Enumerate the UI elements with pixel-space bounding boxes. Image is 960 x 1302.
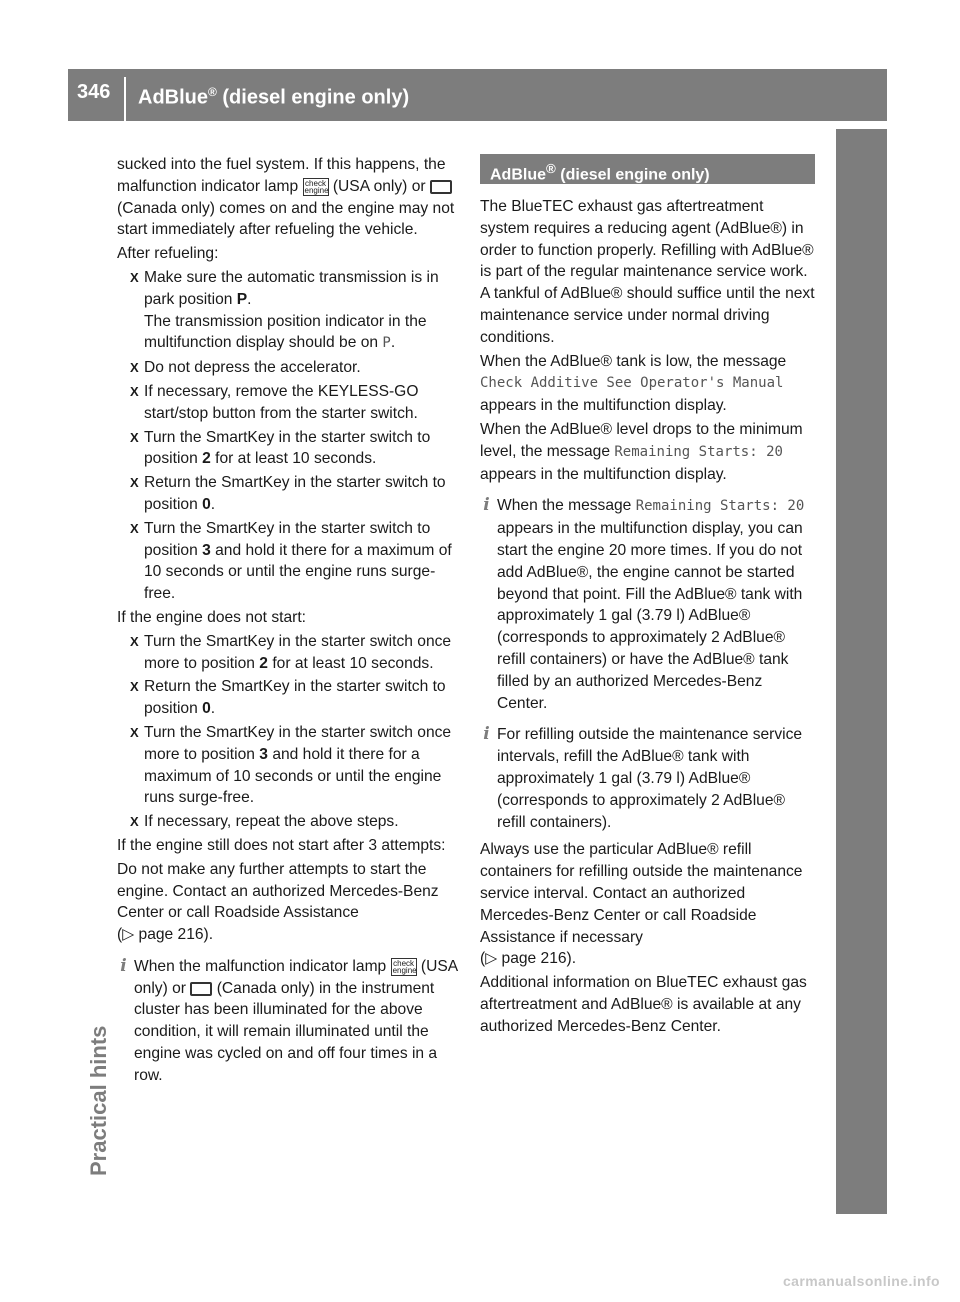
step-marker-icon: X (130, 633, 139, 649)
no-further-attempts-text: Do not make any further attempts to start the engine. Contact an authorized Mercedes-Benz Center or call Roadside Assistance (▷ page 216). (117, 860, 439, 944)
step-marker-icon: X (130, 814, 139, 830)
after-refueling-label: After refueling: (117, 245, 219, 263)
check-engine-icon: check engine (304, 178, 329, 195)
info-note: i When the message Remaining Starts: 20 appears in the multifunction display, you can start the engine 20 more times. If you do not add AdBlue®, the engine cannot be started beyond that point. Fill the AdBlue® tank with approximately 1 gal (3.79 l) AdBlue® (corresponds to approximately 2 AdBlue® refill containers) or have the AdBlue® tank filled by an authorized Mercedes-Benz Center. (480, 495, 815, 714)
intro-text-c: (Canada only) comes on and the engine may not start immediately after refueling the vehicle. (117, 199, 455, 239)
additional-info-paragraph: Additional information on BlueTEC exhaust gas aftertreatment and AdBlue® is available at any authorized Mercedes-Benz Center. (480, 974, 807, 1035)
step-item: X If necessary, remove the KEYLESS-GO start/stop button from the starter switch. (130, 382, 419, 422)
check-engine-icon: check engine (392, 958, 417, 975)
step-item: X Turn the SmartKey in the starter switch to position 2 for at least 10 seconds. (130, 428, 431, 468)
min-level-paragraph: When the AdBlue® level drops to the minimum level, the message Remaining Starts: 20 appears in the multifunction display. (480, 420, 803, 483)
info-icon: i (120, 955, 127, 976)
left-column (117, 154, 462, 1093)
page-title-suffix: (diesel engine only) (216, 86, 410, 109)
still-not-start-text: If the engine still does not start after 3 attempts: (117, 836, 446, 854)
info-note: i When the malfunction indicator lamp check engine (USA only) or (Canada only) in the instrument cluster has been illuminated for the above condition, it will remain illuminated until the engine was cycled on and off four times in a row. (117, 956, 462, 1087)
step-marker-icon: X (130, 475, 139, 491)
intro-text-a: sucked into the fuel system. If this happens, the malfunction indicator lamp (117, 156, 446, 195)
step-marker-icon: X (130, 679, 139, 695)
bluetec-intro-paragraph: The BlueTEC exhaust gas aftertreatment system requires a reducing agent (AdBlue®) in order to function properly. Refilling with AdBlue® is part of the regular maintenance service work. A tankful of AdBlue® should suffice until the next maintenance service under normal driving conditions. (480, 198, 815, 346)
step-item: X If necessary, repeat the above steps. (117, 811, 462, 833)
step-marker-icon: X (130, 724, 139, 740)
refill-containers-paragraph: Always use the particular AdBlue® refill containers for refilling outside the maintenance service interval. Contact an authorized Mercedes-Benz Center or call Roadside Assistance if necessary (▷ page 216). (480, 841, 803, 968)
registered-mark: ® (208, 85, 217, 99)
display-message: Remaining Starts: 20 (635, 498, 805, 515)
tank-low-paragraph: When the AdBlue® tank is low, the message Check Additive See Operator's Manual appears in the multifunction display. (480, 352, 787, 415)
display-message: Check Additive See Operator's Manual (480, 375, 784, 392)
intro-text-b: (USA only) or (332, 177, 426, 195)
step-item: X Return the SmartKey in the starter switch to position 0. (130, 474, 446, 513)
section-heading: AdBlue® (diesel engine only) (480, 154, 815, 184)
step-marker-icon: X (130, 269, 139, 285)
step-item: X Make sure the automatic transmission is in park position P. The transmission position indicator in the multifunction display should be on P. (130, 268, 439, 352)
not-start-label: If the engine does not start: (117, 608, 306, 626)
page-reference-link[interactable]: (▷ page 216). (117, 926, 214, 944)
step-item: X Return the SmartKey in the starter switch to position 0. (130, 678, 446, 718)
step-marker-icon: X (130, 383, 139, 399)
info-icon: i (483, 495, 490, 516)
watermark: carmanualsonline.info (783, 1273, 940, 1289)
page-header (68, 69, 887, 121)
info-icon: i (483, 724, 490, 745)
step-item: X Turn the SmartKey in the starter switch once more to position 2 for at least 10 seconds. (130, 632, 452, 672)
right-column (480, 154, 815, 1039)
side-tab-bar (836, 129, 887, 1214)
page-number: 346 (68, 77, 126, 121)
intro-paragraph (117, 154, 462, 241)
page-title (126, 77, 409, 121)
step-marker-icon: X (130, 429, 139, 445)
info-note: i For refilling outside the maintenance service intervals, refill the AdBlue® tank with approximately 1 gal (3.79 l) AdBlue® (corresponds to approximately 2 AdBlue® refill containers). (480, 724, 815, 833)
step-marker-icon: X (130, 360, 139, 376)
engine-icon (430, 180, 452, 194)
engine-icon (190, 982, 212, 996)
registered-mark: ® (546, 161, 556, 176)
step-marker-icon: X (130, 520, 139, 536)
step-item: X Do not depress the accelerator. (117, 357, 462, 379)
page-title-text: AdBlue (138, 86, 208, 109)
step-item: X Turn the SmartKey in the starter switch once more to position 3 and hold it there for a maximum of 10 seconds or until the engine runs surge-free. (130, 723, 452, 807)
side-tab-label: Practical hints (86, 1025, 111, 1176)
page-reference-link[interactable]: (▷ page 216). (480, 950, 577, 968)
display-message: Remaining Starts: 20 (614, 443, 783, 460)
step-item: X Turn the SmartKey in the starter switch to position 3 and hold it there for a maximum of 10 seconds or until the engine runs surge-free. (130, 519, 452, 603)
